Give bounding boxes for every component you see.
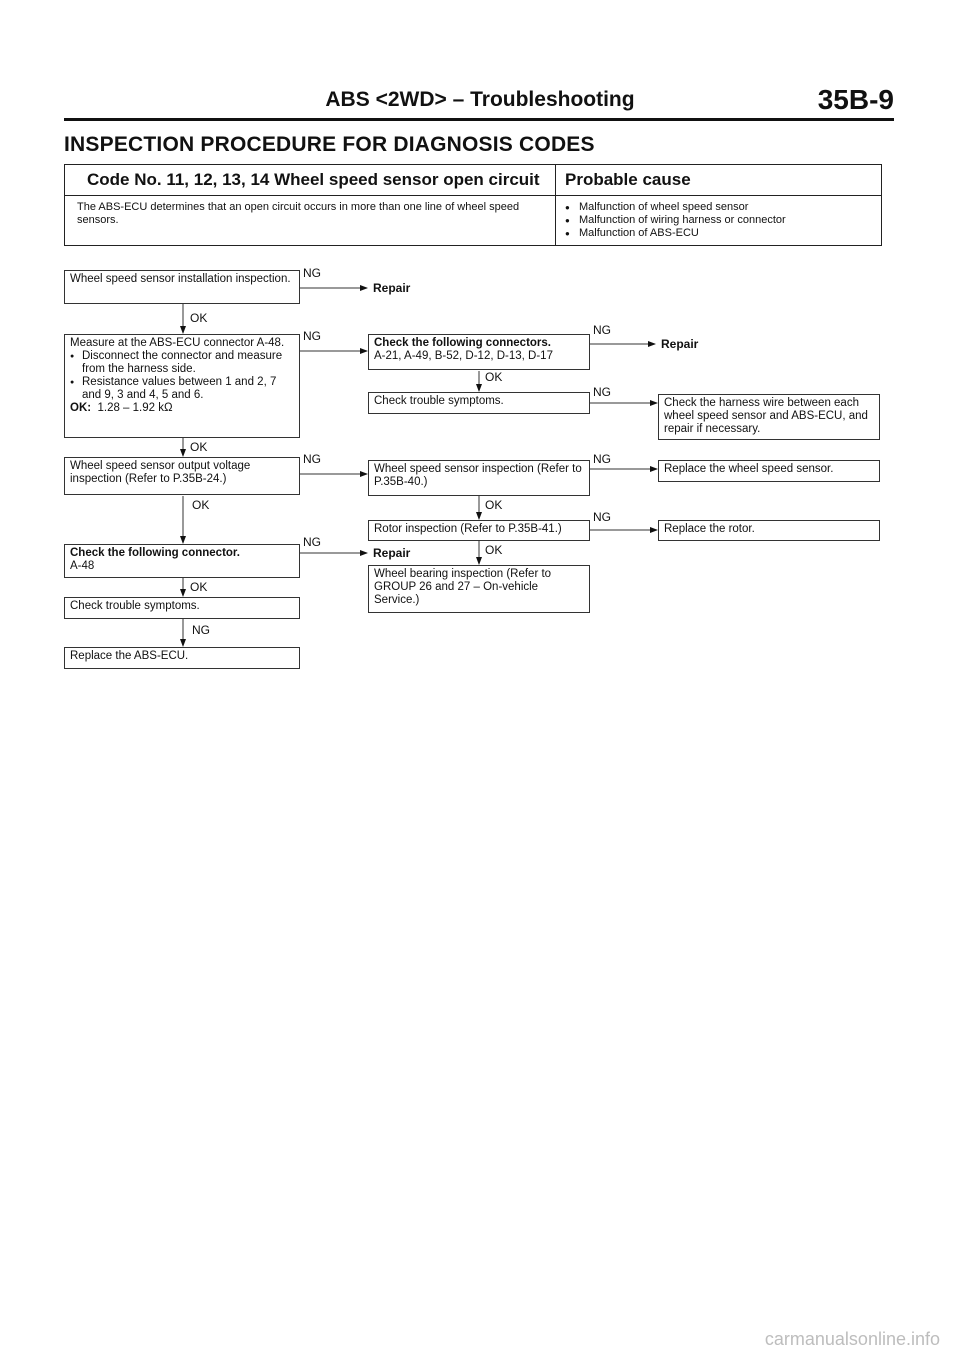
ok-label: OK (190, 440, 208, 454)
ng-label: NG (303, 266, 321, 280)
ok-label: OK (190, 580, 208, 594)
step-output-voltage-inspection: Wheel speed sensor output voltage inspection (Refer to P.35B-24.) (64, 457, 300, 495)
step-check-trouble-symptoms-2: Check trouble symptoms. (368, 392, 590, 414)
ok-label: OK (485, 370, 503, 384)
cause-item: ● Malfunction of ABS-ECU (565, 227, 786, 240)
cause-item: ● Malfunction of wiring harness or connector (565, 214, 786, 227)
step-replace-rotor: Replace the rotor. (658, 520, 880, 541)
step-check-connectors: Check the following connectors. A-21, A-49, B-52, D-12, D-13, D-17 (368, 334, 590, 370)
page-number: 35B-9 (817, 84, 894, 115)
step-check-trouble-symptoms: Check trouble symptoms. (64, 597, 300, 619)
ng-label: NG (303, 452, 321, 466)
page-title: ABS <2WD> – Troubleshooting (325, 88, 635, 111)
ng-label: NG (303, 329, 321, 343)
ok-label: OK (485, 498, 503, 512)
ng-label: NG (593, 452, 611, 466)
step-check-harness-wire: Check the harness wire between each wheel speed sensor and ABS-ECU, and repair if necessary. (658, 394, 880, 440)
step-replace-wheel-speed-sensor: Replace the wheel speed sensor. (658, 460, 880, 482)
step-sensor-installation-inspection: Wheel speed sensor installation inspection. (64, 270, 300, 304)
ng-label: NG (593, 323, 611, 337)
step-wheel-bearing-inspection: Wheel bearing inspection (Refer to GROUP 26 and 27 – On-vehicle Service.) (368, 565, 590, 613)
ng-label: NG (593, 510, 611, 524)
ok-label: OK (192, 498, 210, 512)
repair-label: Repair (661, 337, 699, 351)
ng-label: NG (192, 623, 210, 637)
step-measure-ecu-connector: Measure at the ABS-ECU connector A-48. ● Disconnect the connector and measure from the harness side. ● Resistance values between 1 and 2, 7 and 9, 3 and 4, 5 and 6. OK: 1.28 – 1.92 kΩ (64, 334, 300, 438)
section-title: INSPECTION PROCEDURE FOR DIAGNOSIS CODES (64, 133, 595, 156)
repair-label: Repair (373, 281, 411, 295)
ng-label: NG (593, 385, 611, 399)
repair-label: Repair (373, 546, 411, 560)
watermark-url: carmanualsonline.info (764, 1329, 940, 1349)
ng-label: NG (303, 535, 321, 549)
code-description: The ABS-ECU determines that an open circuit occurs in more than one line of wheel speed sensors. (77, 201, 520, 226)
step-wheel-speed-sensor-inspection: Wheel speed sensor inspection (Refer to P.35B-40.) (368, 460, 590, 496)
step-rotor-inspection: Rotor inspection (Refer to P.35B-41.) (368, 520, 590, 541)
step-check-connector-a48: Check the following connector. A-48 (64, 544, 300, 578)
cause-item: ● Malfunction of wheel speed sensor (565, 201, 786, 214)
ok-label: OK (190, 311, 208, 325)
ok-label: OK (485, 543, 503, 557)
code-title: Code No. 11, 12, 13, 14 Wheel speed sensor open circuit (87, 170, 540, 189)
cause-title: Probable cause (565, 170, 691, 189)
step-replace-abs-ecu: Replace the ABS-ECU. (64, 647, 300, 669)
